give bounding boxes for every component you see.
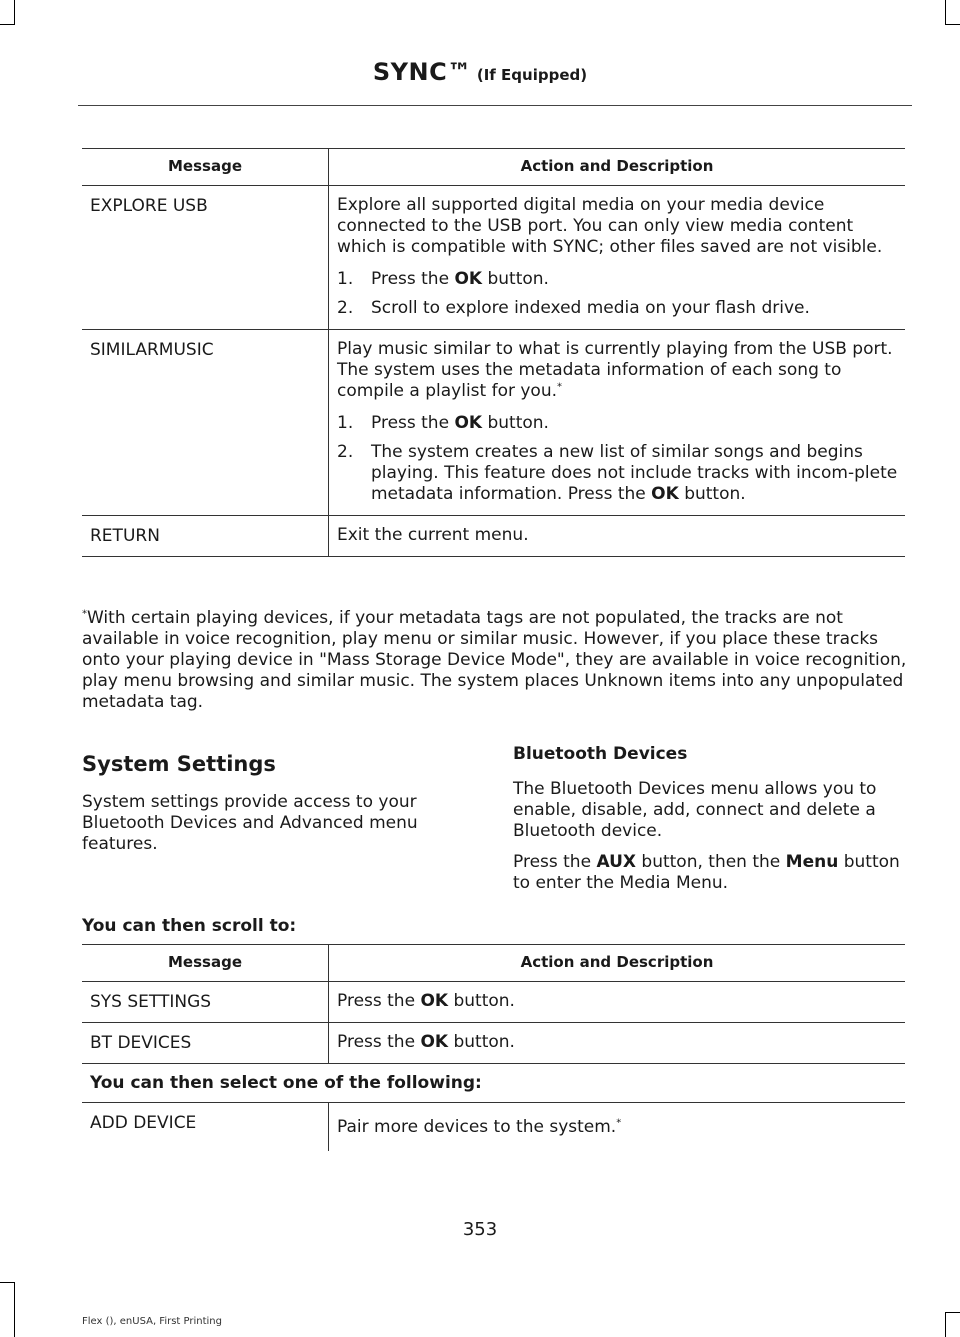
steps-list — [337, 413, 899, 505]
crop-mark-bottom-left — [14, 1282, 15, 1337]
message-cell: EXPLORE USB — [82, 186, 329, 330]
menu-button-label: Menu — [785, 852, 839, 872]
column-header-action: Action and Description — [329, 945, 906, 982]
usb-menu-table — [82, 148, 905, 557]
action-cell: Press the OK button. — [329, 1023, 906, 1064]
action-cell: Pair more devices to the system.* — [329, 1103, 906, 1152]
section-heading-system-settings: System Settings — [82, 752, 276, 776]
step-item: 1. Press the OK button. — [337, 413, 549, 433]
message-cell: BT DEVICES — [82, 1023, 329, 1064]
system-settings-table — [82, 944, 905, 1151]
table-row — [82, 330, 905, 516]
footnote-text: With certain playing devices, if your metadata tags are not populated, the tracks are not available in voice recognition, play menu or similar music. However, if you place these tracks onto your playing device in "Mass Storage Device Mode", they are available in voice recognition, play menu browsing and similar music. The system places Unknown items into any unpopulated metadata tag. — [82, 608, 907, 712]
action-cell — [329, 186, 906, 330]
message-cell: SIMILARMUSIC — [82, 330, 329, 516]
span-row-text: You can then select one of the following: — [82, 1064, 905, 1103]
table-header-row — [82, 149, 905, 186]
ok-button-label: OK — [651, 484, 679, 504]
description-text: Explore all supported digital media on your media device connected to the USB port. You can only view media content which is compatible with SYNC; other files saved are not visible. — [337, 195, 883, 257]
page-header — [0, 58, 960, 86]
print-footer: Flex (), enUSA, First Printing — [82, 1316, 222, 1327]
footnote-mark: * — [616, 1117, 622, 1129]
ok-button-label: OK — [420, 1032, 449, 1052]
bluetooth-description: The Bluetooth Devices menu allows you to enable, disable, add, connect and delete a Bluetooth device. — [513, 779, 877, 841]
crop-mark-bottom-right-h — [945, 1312, 960, 1313]
table-row — [82, 516, 905, 557]
aux-button-label: AUX — [596, 852, 636, 872]
footnote — [82, 608, 908, 713]
header-title: SYNC™ — [372, 58, 472, 86]
table-row — [82, 1103, 905, 1152]
description-text: Play music similar to what is currently playing from the USB port. The system uses the metadata information of each song to compile a playlist for you.* — [337, 339, 893, 401]
step-item: 1. Press the OK button. — [337, 269, 549, 289]
footnote-mark: * — [82, 608, 87, 620]
footnote-mark: * — [557, 381, 563, 393]
message-cell: SYS SETTINGS — [82, 982, 329, 1023]
header-subtitle: (If Equipped) — [476, 66, 588, 84]
action-cell — [329, 330, 906, 516]
table-row — [82, 1023, 905, 1064]
table-header-row — [82, 945, 905, 982]
system-settings-text: System settings provide access to your Bluetooth Devices and Advanced menu features. — [82, 792, 418, 854]
table-row — [82, 186, 905, 330]
header-rule — [78, 105, 912, 106]
crop-mark-top-left-h — [0, 24, 15, 25]
column-header-action: Action and Description — [329, 149, 906, 186]
bluetooth-instructions: Press the AUX button, then the Menu button to enter the Media Menu. — [513, 852, 900, 893]
ok-button-label: OK — [420, 991, 449, 1011]
step-item: 2. The system creates a new list of similar songs and begins playing. This feature does not include tracks with incom-plete metadata information. Press the OK button. — [337, 442, 898, 504]
table-span-row — [82, 1064, 905, 1103]
crop-mark-bottom-left-h — [0, 1282, 15, 1283]
subheading-bluetooth-devices: Bluetooth Devices — [513, 744, 688, 764]
crop-mark-top-left — [14, 0, 15, 24]
steps-list — [337, 269, 899, 319]
action-cell: Press the OK button. — [329, 982, 906, 1023]
action-cell: Exit the current menu. — [329, 516, 906, 557]
page-number: 353 — [462, 1219, 498, 1240]
message-cell: RETURN — [82, 516, 329, 557]
table-row — [82, 982, 905, 1023]
ok-button-label: OK — [454, 413, 483, 433]
step-item: 2. Scroll to explore indexed media on your flash drive. — [337, 298, 810, 318]
crop-mark-bottom-right — [945, 1312, 946, 1337]
crop-mark-top-right — [945, 0, 946, 24]
message-cell: ADD DEVICE — [82, 1103, 329, 1152]
column-header-message: Message — [82, 149, 329, 186]
column-header-message: Message — [82, 945, 329, 982]
ok-button-label: OK — [454, 269, 483, 289]
crop-mark-top-right-h — [945, 24, 960, 25]
scroll-to-label: You can then scroll to: — [82, 916, 297, 936]
